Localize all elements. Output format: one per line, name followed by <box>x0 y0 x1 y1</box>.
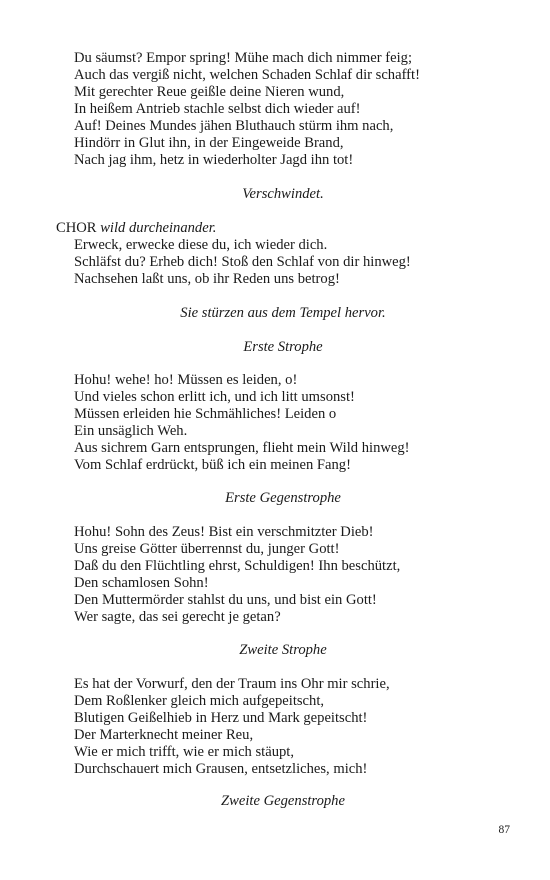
verse-line: Müssen erleiden hie Schmähliches! Leiden o <box>74 406 337 422</box>
verse-line: Hohu! Sohn des Zeus! Bist ein verschmitzter Dieb! <box>74 524 374 540</box>
verse-line: Wie er mich trifft, wie er mich stäupt, <box>74 744 295 760</box>
speaker-direction: wild durcheinander. <box>100 220 217 236</box>
verse-line: Wer sagte, das sei gerecht je getan? <box>74 609 281 625</box>
stage-direction: Sie stürzen aus dem Tempel hervor. <box>180 305 386 321</box>
verse-line: Du säumst? Empor spring! Mühe mach dich nimmer feig; <box>74 50 413 66</box>
verse-line: Den schamlosen Sohn! <box>74 575 209 591</box>
verse-line: Den Muttermörder stahlst du uns, und bist ein Gott! <box>74 592 377 608</box>
verse-line: Durchschauert mich Grausen, entsetzliches, mich! <box>74 761 368 777</box>
speaker-line <box>56 220 216 237</box>
verse-line: In heißem Antrieb stachle selbst dich wieder auf! <box>74 101 361 117</box>
verse-line: Auch das vergiß nicht, welchen Schaden Schlaf dir schafft! <box>74 67 420 83</box>
verse-line: Ein unsäglich Weh. <box>74 423 188 439</box>
section-heading: Erste Strophe <box>243 339 323 355</box>
verse-line: Erweck, erwecke diese du, ich wieder dich. <box>74 237 328 253</box>
verse-line: Dem Roßlenker gleich mich aufgepeitscht, <box>74 693 325 709</box>
speaker-name: CHOR <box>56 220 97 236</box>
verse-line: Hohu! wehe! ho! Müssen es leiden, o! <box>74 372 298 388</box>
section-heading: Zweite Strophe <box>239 642 327 658</box>
verse-line: Nach jag ihm, hetz in wiederholter Jagd ihn tot! <box>74 152 354 168</box>
verse-line: Nachsehen laßt uns, ob ihr Reden uns betrog! <box>74 271 340 287</box>
verse-line: Es hat der Vorwurf, den der Traum ins Ohr mir schrie, <box>74 676 390 692</box>
verse-line: Schläfst du? Erheb dich! Stoß den Schlaf von dir hinweg! <box>74 254 411 270</box>
verse-line: Uns greise Götter überrennst du, junger Gott! <box>74 541 340 557</box>
verse-line: Mit gerechter Reue geißle deine Nieren wund, <box>74 84 345 100</box>
verse-line: Hindörr in Glut ihn, in der Eingeweide Brand, <box>74 135 344 151</box>
verse-line: Vom Schlaf erdrückt, büß ich ein meinen Fang! <box>74 457 351 473</box>
verse-line: Der Marterknecht meiner Reu, <box>74 727 254 743</box>
section-heading: Erste Gegenstrophe <box>225 490 341 506</box>
verse-line: Und vieles schon erlitt ich, und ich litt umsonst! <box>74 389 355 405</box>
stage-direction: Verschwindet. <box>242 186 324 202</box>
section-heading: Zweite Gegenstrophe <box>221 793 345 809</box>
verse-line: Blutigen Geißelhieb in Herz und Mark gepeitscht! <box>74 710 368 726</box>
verse-line: Aus sichrem Garn entsprungen, flieht mein Wild hinweg! <box>74 440 410 456</box>
verse-line: Daß du den Flüchtling ehrst, Schuldigen! Ihn beschützt, <box>74 558 401 574</box>
page-number: 87 <box>498 824 510 836</box>
verse-line: Auf! Deines Mundes jähen Bluthauch stürm ihm nach, <box>74 118 394 134</box>
